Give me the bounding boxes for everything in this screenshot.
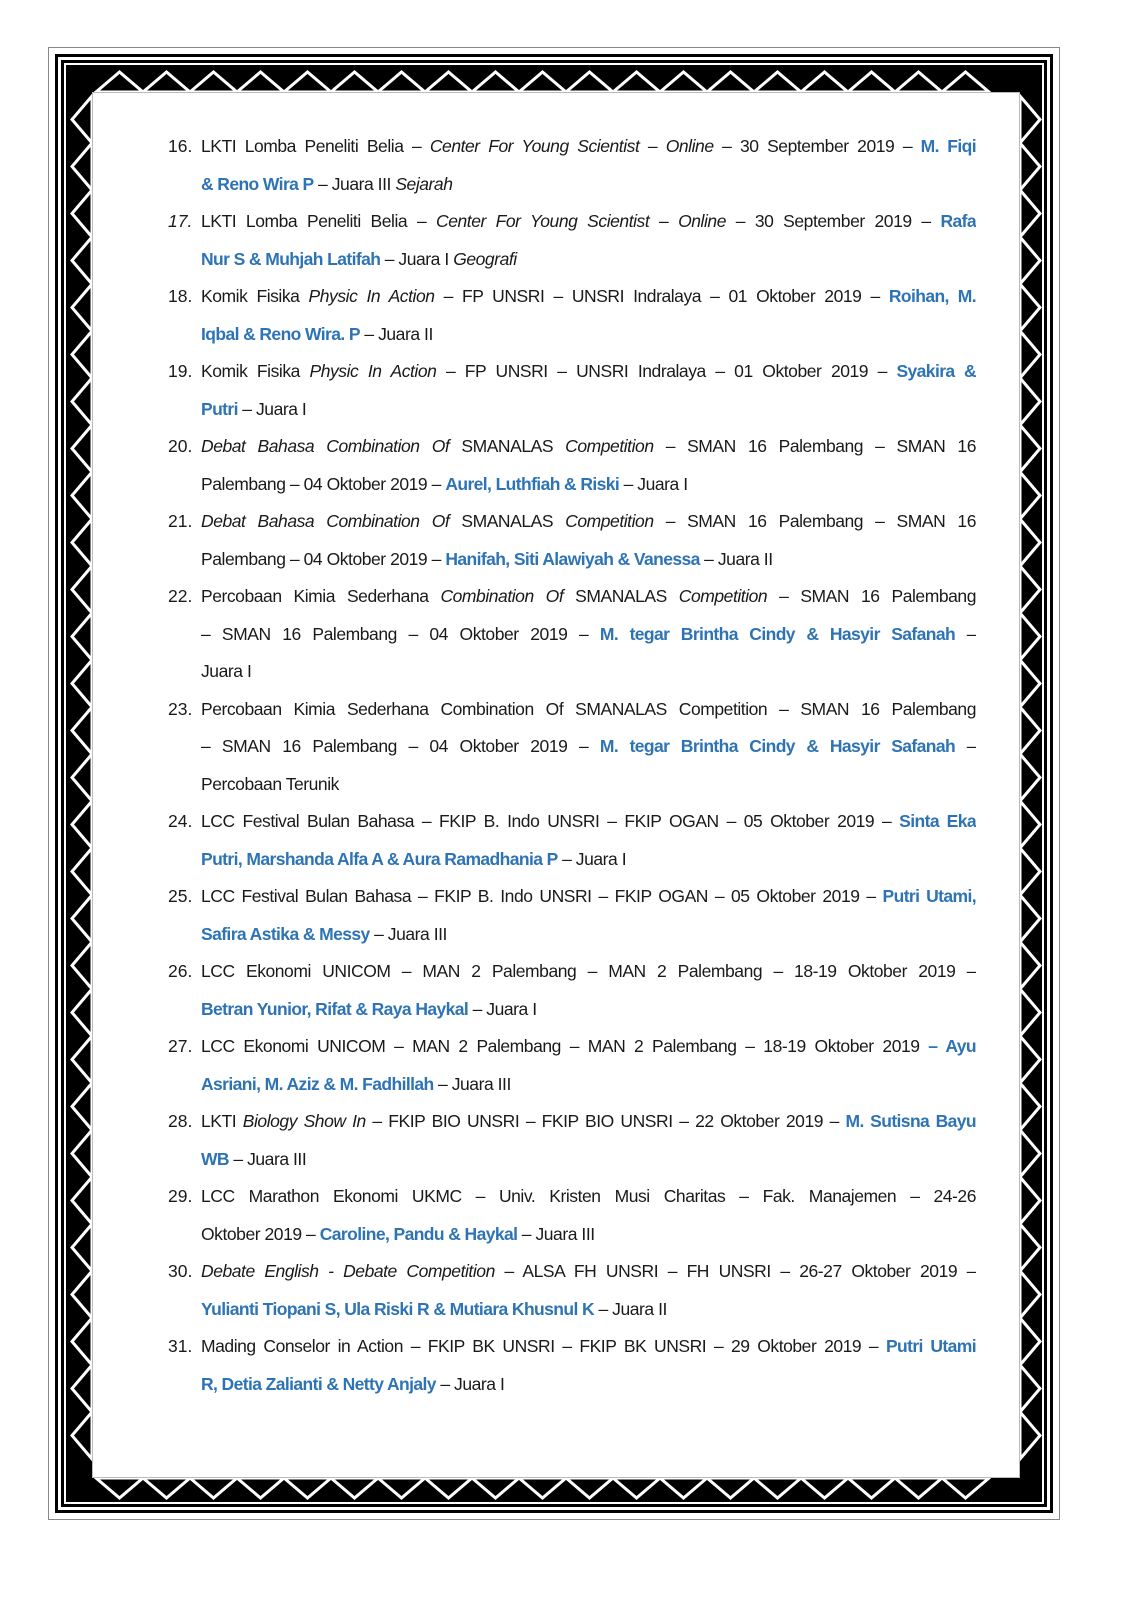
participant-names: Putri [201,398,238,419]
participant-names: M. tegar Brintha Cindy & Hasyir Safanah [599,623,956,644]
item-text: Percobaan Kimia Sederhana [201,586,441,606]
italic-text: Physic In Action [308,286,435,306]
item-line [201,1031,976,1069]
item-text: – Juara I [237,398,307,419]
participant-names: Aurel, Luthfiah & Riski [445,473,620,494]
italic-text: Competition [678,586,768,606]
item-number: 16. [168,136,193,156]
participant-names: Betran Yunior, Rifat & Raya Haykal [201,998,469,1019]
item-line [201,469,976,507]
list-item [168,881,976,956]
item-text: Komik Fisika [201,361,310,381]
participant-names: M. tegar Brintha Cindy & Hasyir Safanah [599,736,956,756]
item-text: – Juara I [468,998,537,1019]
item-text: – Juara II [699,548,773,569]
item-line [201,994,976,1032]
item-text: – FP UNSRI – UNSRI Indralaya – 01 Oktober 2019 – [434,286,889,306]
item-line [201,1369,976,1407]
item-text: Palembang – 04 Oktober 2019 – [201,548,446,569]
item-text: LCC Ekonomi UNICOM – MAN 2 Palembang – MAN 2 Palembang – 18-19 Oktober 2019 [201,1036,929,1056]
list-item [168,506,976,581]
item-text: LCC Marathon Ekonomi UKMC – Univ. Kristen Musi Charitas – Fak. Manajemen – 24-26 [201,1186,976,1206]
item-text: SMANALAS [449,511,566,531]
participant-names: Nur S & Muhjah Latifah [201,248,381,269]
italic-text: Geografi [453,248,517,269]
item-line [201,881,976,919]
item-text: LCC Ekonomi UNICOM – MAN 2 Palembang – MAN 2 Palembang – 18-19 Oktober 2019 – [201,961,976,981]
item-line [201,919,976,957]
item-number: 31. [168,1336,193,1356]
participant-names: WB [201,1148,229,1169]
item-text: LCC Festival Bulan Bahasa – FKIP B. Indo UNSRI – FKIP OGAN – 05 Oktober 2019 – [201,886,883,906]
item-text: – FP UNSRI – UNSRI Indralaya – 01 Oktober 2019 – [436,361,897,381]
item-line [201,1144,976,1182]
item-text: – SMAN 16 Palembang – SMAN 16 [653,511,976,531]
item-number: 25. [168,886,193,906]
item-line [201,206,976,244]
item-number: 20. [168,436,193,456]
item-text: – Juara I [435,1373,505,1394]
item-line [201,1181,976,1219]
italic-text: Online [678,211,726,231]
item-number: 30. [168,1261,193,1281]
participant-names: Roihan, M. [888,286,976,306]
item-text: – Juara I [380,248,454,269]
italic-text: Biology Show In [242,1111,366,1131]
item-text: – ALSA FH UNSRI – FH UNSRI – 26-27 Oktober 2019 – [494,1261,976,1281]
item-line [201,169,976,207]
list-item [168,694,976,807]
item-line [201,431,976,469]
italic-text: Competition [565,511,654,531]
italic-text: Debate English - Debate Competition [201,1261,495,1281]
item-line [201,1069,976,1107]
participant-names: Iqbal & Reno Wira. P [201,323,360,344]
item-text: Palembang – 04 Oktober 2019 – [201,473,446,494]
list-item [168,131,976,206]
item-text: – 30 September 2019 – [713,136,921,156]
item-number: 18. [168,286,193,306]
list-item [168,1331,976,1406]
item-text: – Juara I [557,848,627,869]
item-text: LKTI Lomba Peneliti Belia – [201,211,437,231]
participant-names: Hanifah, Siti Alawiyah & Vanessa [445,548,700,569]
participant-names: & Reno Wira P [201,173,314,194]
item-line [201,1294,976,1332]
item-line [201,619,976,657]
italic-text: Competition [565,436,654,456]
item-number: 23. [168,698,193,719]
item-number: 17. [168,211,193,231]
italic-text: Sejarah [395,173,453,194]
item-text: – [649,211,679,231]
item-text: LKTI [201,1111,243,1131]
item-line [201,769,976,807]
list-item [168,1031,976,1106]
participant-names: Asriani, M. Aziz & M. Fadhillah [201,1073,434,1094]
italic-text: Center For Young Scientist [429,136,640,156]
list-item [168,431,976,506]
item-number: 27. [168,1036,193,1056]
item-text: Oktober 2019 – [201,1223,320,1244]
item-line [201,281,976,319]
participant-names: Putri Utami [885,1336,976,1356]
participant-names: Caroline, Pandu & Haykal [319,1223,518,1244]
item-line [201,394,976,432]
item-text: – FKIP BIO UNSRI – FKIP BIO UNSRI – 22 Oktober 2019 – [365,1111,846,1131]
item-line [201,506,976,544]
item-number: 29. [168,1186,193,1206]
item-text: Mading Conselor in Action – FKIP BK UNSRI – FKIP BK UNSRI – 29 Oktober 2019 – [201,1336,886,1356]
participant-names: – Ayu [928,1036,976,1056]
item-number: 24. [168,811,193,831]
item-line [201,694,976,732]
participant-names: M. Fiqi [920,136,976,156]
item-number: 19. [168,361,193,381]
item-number: 21. [168,511,193,531]
item-line [201,656,976,694]
item-line [201,544,976,582]
participant-names: M. Sutisna Bayu [845,1111,976,1131]
item-line [201,356,976,394]
participant-names: R, Detia Zalianti & Netty Anjaly [201,1373,436,1394]
item-text: Komik Fisika [201,286,309,306]
participant-names: Syakira & [896,361,976,381]
item-text: SMANALAS [563,586,679,606]
list-item [168,356,976,431]
item-text: – Juara III [369,923,447,944]
italic-text: Online [665,136,714,156]
item-line [201,806,976,844]
list-item [168,806,976,881]
item-line [201,244,976,282]
item-text: Percobaan Terunik [201,773,339,794]
item-number: 26. [168,961,193,981]
italic-text: Center For Young Scientist [436,211,650,231]
item-line [201,1106,976,1144]
italic-text: Debat Bahasa Combination Of [201,511,450,531]
item-text: – Juara II [359,323,433,344]
participant-names: Sinta Eka [899,811,976,831]
participant-names: Rafa [940,211,976,231]
list-item [168,1256,976,1331]
item-text: – SMAN 16 Palembang – SMAN 16 [653,436,976,456]
item-text: – SMAN 16 Palembang [767,586,976,606]
italic-text: Combination Of [440,586,564,606]
list-item [168,581,976,694]
item-line [201,1256,976,1294]
participant-names: Safira Astika & Messy [201,923,370,944]
item-text: – Juara III [228,1148,307,1169]
item-text: – Juara III [313,173,396,194]
item-text: – SMAN 16 Palembang – 04 Oktober 2019 – [201,623,600,644]
list-item [168,206,976,281]
list-item [168,1181,976,1256]
list-item [168,956,976,1031]
item-text: LCC Festival Bulan Bahasa – FKIP B. Indo UNSRI – FKIP OGAN – 05 Oktober 2019 – [201,811,900,831]
italic-text: Physic In Action [309,361,437,381]
item-line [201,131,976,169]
italic-text: Debat Bahasa Combination Of [201,436,450,456]
achievement-list [168,131,976,1406]
item-text: SMANALAS [449,436,566,456]
item-number: 22. [168,586,193,606]
list-item [168,1106,976,1181]
item-line [201,581,976,619]
item-text: – [639,136,666,156]
item-line [201,844,976,882]
item-text: – Juara I [619,473,688,494]
item-text: Percobaan Kimia Sederhana Combination Of SMANALAS Competition – SMAN 16 Palembang [201,698,976,719]
item-text: – Juara III [517,1223,595,1244]
item-text: LKTI Lomba Peneliti Belia – [201,136,430,156]
item-text: – SMAN 16 Palembang – 04 Oktober 2019 – [201,736,600,756]
item-text: – Juara II [594,1298,667,1319]
list-item [168,281,976,356]
participant-names: Yulianti Tiopani S, Ula Riski R & Mutiara Khusnul K [201,1298,595,1319]
item-text: – Juara III [433,1073,511,1094]
item-text: – 30 September 2019 – [726,211,941,231]
participant-names: Putri, Marshanda Alfa A & Aura Ramadhania P [201,848,558,869]
participant-names: Putri Utami, [882,886,976,906]
item-text: Juara I [201,661,252,681]
item-line [201,1331,976,1369]
item-line [201,731,976,769]
item-text: – [955,623,976,644]
item-line [201,1219,976,1257]
item-text: – [955,736,976,756]
item-line [201,319,976,357]
item-line [201,956,976,994]
item-number: 28. [168,1111,193,1131]
